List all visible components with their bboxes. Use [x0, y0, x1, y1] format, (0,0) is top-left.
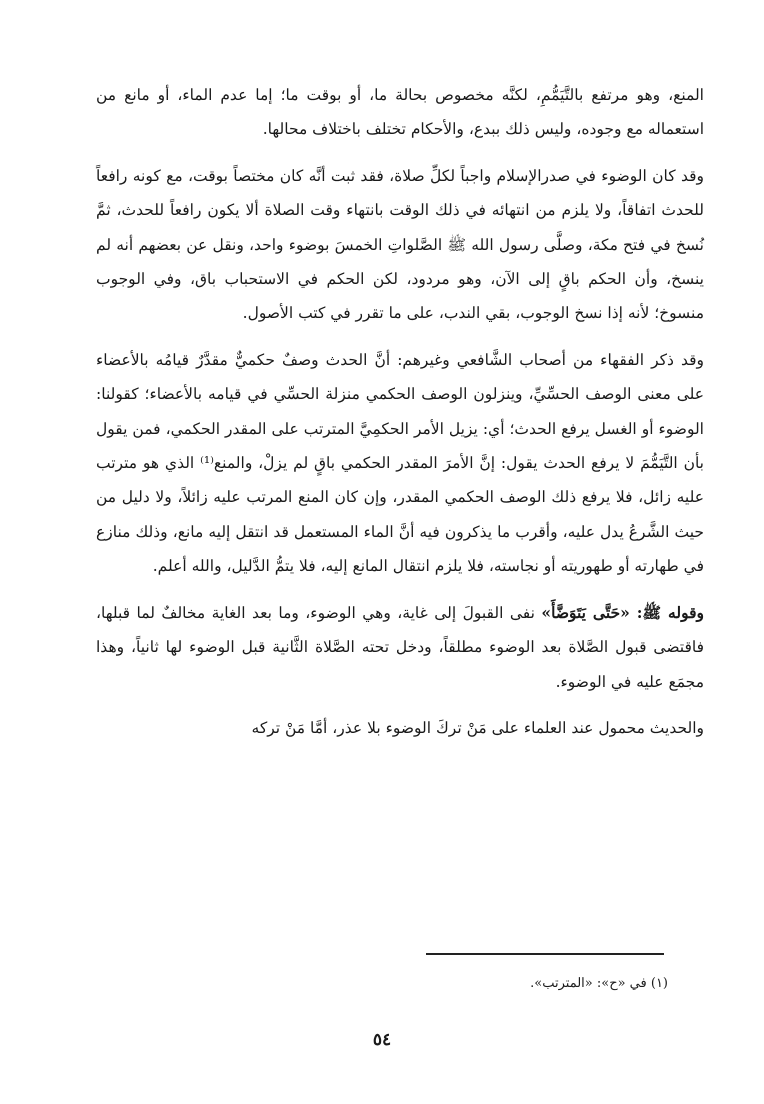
paragraph-3: وقد ذكر الفقهاء من أصحاب الشَّافعي وغيرهم: أنَّ الحدث وصفٌ حكميٌّ مقدَّرٌ قيامُه بالأعضاء على معنى الوصف الحسِّيِّ، وينزلون الوصف الحكمي منزلة الحسِّي في قيامه بالأعضاء؛ كقولنا: الوضوء أو الغسل يرفع الحدث؛ أي: يزيل الأمر الحكمِيَّ المترتب على المقدر الحكمي، فمن يقول بأن التَّيَمُّمَ لا يرفع الحدث يقول: إنَّ الأمرَ المقدر الحكمي باقٍ لم يزلْ، والمنع⁽¹⁾ الذي هو مترتب عليه زائل، فلا يرفع ذلك الوصف الحكمي المقدر، وإن كان المنع المرتب عليه زائلاً، ولا دليل من حيث الشَّرعُ يدل عليه، وأقرب ما يذكرون فيه أنَّ الماء المستعمل قد انتقل إليه مانع، وذلك منازع في طهارته أو طهوريته أو نجاسته، فلا يلزم انتقال المانع إليه، فلا يتمُّ الدَّليل، والله أعلم. [96, 350, 704, 576]
body-text [96, 78, 704, 757]
paragraph-1: المنع، وهو مرتفع بالتَّيَمُّمِ، لكنَّه مخصوص بحالة ما، أو بوقت ما؛ إما عدم الماء، أو مانع من استعماله مع وجوده، وليس ذلك ببدع، والأحكام تختلف باختلاف محالها. [96, 86, 704, 139]
paragraph-4-text: نفى القبولَ إلى غاية، وهي الوضوء، وما بعد الغاية مخالفٌ لما قبلها، فاقتضى قبول الصَّلاة بعد الوضوء مطلقاً، ودخل تحته الصَّلاة الثَّانية قبل الوضوء لها ثانياً، وهذا مجمَع عليه في الوضوء. [96, 603, 704, 691]
paragraph-2: وقد كان الوضوء في صدرالإسلام واجباً لكلِّ صلاة، فقد ثبت أنَّه كان مختصاً بوقت، مع كونه رافعاً للحدث اتفاقاً، ولا يلزم من انتهائه في ذلك الوقت بانتهاء وقت الصلاة ألا يكون رافعاً للحدث، ثمَّ نُسخ في فتح مكة، وصلَّى رسول الله ﷺ الصَّلواتِ الخمسَ بوضوء واحد، ونقل عن بعضهم أنه لم ينسخ، وأن الحكم باقٍ إلى الآن، وهو مردود، لكن الحكم في الاستحباب باق، وفي الوجوب منسوخ؛ لأنه إذا نسخ الوجوب، بقي الندب، على ما تقرر في كتب الأصول. [96, 166, 704, 323]
footnote-divider [426, 953, 664, 955]
paragraph-5: والحديث محمول عند العلماء على مَنْ تركَ الوضوء بلا عذر، أمَّا مَنْ تركه [251, 718, 704, 737]
footnote: (١) في «ح»: «المترتب». [530, 976, 668, 991]
page-number: ٥٤ [372, 1030, 392, 1050]
hadith-quote: وقوله ﷺ: «حَتَّى يَتَوَضَّأَ» [541, 602, 704, 622]
paragraph-4 [96, 596, 704, 699]
